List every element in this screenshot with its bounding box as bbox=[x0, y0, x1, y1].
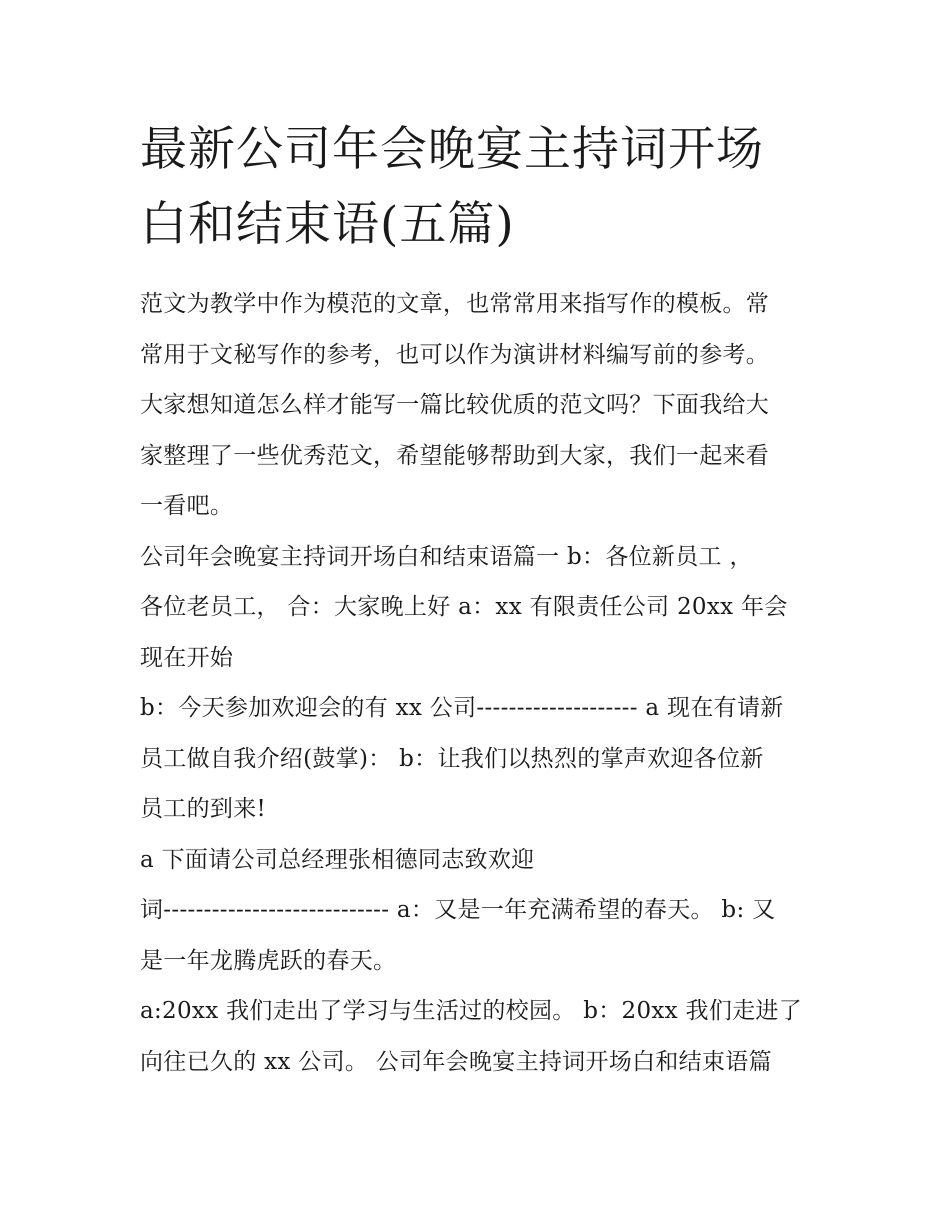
body-line: 家整理了一些优秀范文，希望能够帮助到大家，我们一起来看 bbox=[140, 442, 770, 469]
body-line: b：今天参加欢迎会的有 xx 公司-------------------- a 现在有请新 bbox=[140, 695, 784, 721]
body-line: a:20xx 我们走出了学习与生活过的校园。 b：20xx 我们走进了 bbox=[140, 998, 803, 1024]
body-line: 范文为教学中作为模范的文章，也常常用来指写作的模板。常 bbox=[140, 291, 770, 317]
body-line: a 下面请公司总经理张相德同志致欢迎 bbox=[140, 846, 535, 873]
document-page bbox=[140, 112, 820, 1087]
body-line: 词---------------------------- a：又是一年充满希望的春天。 b: 又 bbox=[140, 897, 776, 923]
body-line: 公司年会晚宴主持词开场白和结束语篇一 b：各位新员工 ， bbox=[140, 543, 753, 570]
body-line: 员工做自我介绍(鼓掌)： b：让我们以热烈的掌声欢迎各位新 bbox=[140, 745, 764, 772]
document-body bbox=[140, 279, 820, 1087]
body-line: 现在开始 bbox=[140, 644, 234, 671]
body-line: 各位老员工， 合：大家晚上好 a：xx 有限责任公司 20xx 年会 bbox=[140, 594, 788, 620]
body-line: 大家想知道怎么样才能写一篇比较优质的范文吗？下面我给大 bbox=[140, 392, 770, 418]
body-line: 向往已久的 xx 公司。 公司年会晚宴主持词开场白和结束语篇 bbox=[140, 1048, 772, 1075]
body-line: 是一年龙腾虎跃的春天。 bbox=[140, 947, 397, 974]
title-line: 最新公司年会晚宴主持词开场 bbox=[140, 122, 764, 177]
body-line: 常用于文秘写作的参考，也可以作为演讲材料编写前的参考。 bbox=[140, 341, 770, 368]
body-line: 员工的到来! bbox=[140, 796, 267, 822]
body-line: 一看吧。 bbox=[140, 493, 234, 519]
document-title bbox=[140, 112, 820, 262]
title-line: 白和结束语(五篇) bbox=[140, 197, 515, 252]
